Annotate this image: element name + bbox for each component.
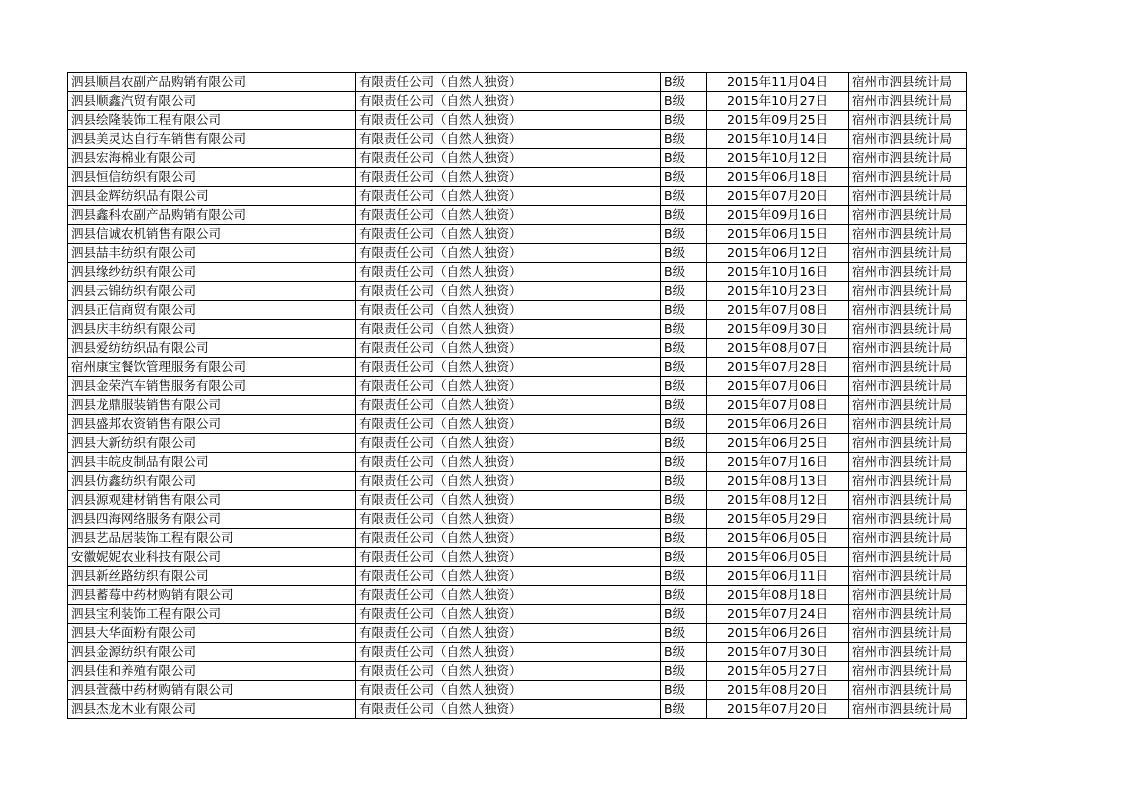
company-type-cell: 有限责任公司（自然人独资）: [356, 472, 661, 491]
rating-date-cell: 2015年07月30日: [707, 643, 849, 662]
company-name-cell: 泗县庆丰纺织有限公司: [68, 320, 356, 339]
company-name-cell: 泗县云锦纺织有限公司: [68, 282, 356, 301]
issuing-authority-cell: 宿州市泗县统计局: [849, 529, 967, 548]
table-row: [68, 510, 967, 529]
rating-date-cell: 2015年05月29日: [707, 510, 849, 529]
company-type-cell: 有限责任公司（自然人独资）: [356, 510, 661, 529]
company-type-cell: 有限责任公司（自然人独资）: [356, 282, 661, 301]
company-type-cell: 有限责任公司（自然人独资）: [356, 377, 661, 396]
credit-grade-cell: B级: [661, 548, 707, 567]
company-type-cell: 有限责任公司（自然人独资）: [356, 244, 661, 263]
rating-date-cell: 2015年06月26日: [707, 624, 849, 643]
credit-grade-cell: B级: [661, 453, 707, 472]
company-type-cell: 有限责任公司（自然人独资）: [356, 624, 661, 643]
company-type-cell: 有限责任公司（自然人独资）: [356, 700, 661, 719]
table-row: [68, 263, 967, 282]
company-name-cell: 泗县丰皖皮制品有限公司: [68, 453, 356, 472]
issuing-authority-cell: 宿州市泗县统计局: [849, 491, 967, 510]
company-type-cell: 有限责任公司（自然人独资）: [356, 434, 661, 453]
rating-date-cell: 2015年06月18日: [707, 168, 849, 187]
credit-grade-cell: B级: [661, 206, 707, 225]
rating-date-cell: 2015年08月20日: [707, 681, 849, 700]
rating-date-cell: 2015年07月08日: [707, 396, 849, 415]
issuing-authority-cell: 宿州市泗县统计局: [849, 472, 967, 491]
table-row: [68, 149, 967, 168]
credit-grade-cell: B级: [661, 225, 707, 244]
issuing-authority-cell: 宿州市泗县统计局: [849, 282, 967, 301]
company-type-cell: 有限责任公司（自然人独资）: [356, 225, 661, 244]
company-type-cell: 有限责任公司（自然人独资）: [356, 187, 661, 206]
rating-date-cell: 2015年07月08日: [707, 301, 849, 320]
company-name-cell: 泗县艺品居装饰工程有限公司: [68, 529, 356, 548]
table-row: [68, 377, 967, 396]
credit-grade-cell: B级: [661, 263, 707, 282]
credit-grade-cell: B级: [661, 187, 707, 206]
company-type-cell: 有限责任公司（自然人独资）: [356, 149, 661, 168]
credit-grade-cell: B级: [661, 73, 707, 92]
issuing-authority-cell: 宿州市泗县统计局: [849, 358, 967, 377]
issuing-authority-cell: 宿州市泗县统计局: [849, 643, 967, 662]
rating-date-cell: 2015年06月11日: [707, 567, 849, 586]
table-row: [68, 453, 967, 472]
issuing-authority-cell: 宿州市泗县统计局: [849, 377, 967, 396]
issuing-authority-cell: 宿州市泗县统计局: [849, 225, 967, 244]
credit-grade-cell: B级: [661, 605, 707, 624]
rating-date-cell: 2015年07月20日: [707, 700, 849, 719]
company-type-cell: 有限责任公司（自然人独资）: [356, 358, 661, 377]
rating-date-cell: 2015年07月06日: [707, 377, 849, 396]
table-row: [68, 92, 967, 111]
company-type-cell: 有限责任公司（自然人独资）: [356, 415, 661, 434]
rating-date-cell: 2015年09月30日: [707, 320, 849, 339]
company-name-cell: 安徽妮妮农业科技有限公司: [68, 548, 356, 567]
company-name-cell: 泗县缘纱纺织有限公司: [68, 263, 356, 282]
company-type-cell: 有限责任公司（自然人独资）: [356, 92, 661, 111]
company-type-cell: 有限责任公司（自然人独资）: [356, 529, 661, 548]
issuing-authority-cell: 宿州市泗县统计局: [849, 73, 967, 92]
table-row: [68, 111, 967, 130]
table-row: [68, 339, 967, 358]
credit-grade-cell: B级: [661, 415, 707, 434]
table-row: [68, 700, 967, 719]
credit-grade-cell: B级: [661, 529, 707, 548]
issuing-authority-cell: 宿州市泗县统计局: [849, 605, 967, 624]
issuing-authority-cell: 宿州市泗县统计局: [849, 92, 967, 111]
table-row: [68, 681, 967, 700]
credit-grade-cell: B级: [661, 662, 707, 681]
table-row: [68, 396, 967, 415]
company-name-cell: 泗县金源纺织有限公司: [68, 643, 356, 662]
credit-grade-cell: B级: [661, 643, 707, 662]
rating-date-cell: 2015年06月12日: [707, 244, 849, 263]
table-row: [68, 605, 967, 624]
issuing-authority-cell: 宿州市泗县统计局: [849, 168, 967, 187]
rating-date-cell: 2015年08月13日: [707, 472, 849, 491]
credit-grade-cell: B级: [661, 586, 707, 605]
company-name-cell: 泗县源观建材销售有限公司: [68, 491, 356, 510]
rating-date-cell: 2015年07月16日: [707, 453, 849, 472]
issuing-authority-cell: 宿州市泗县统计局: [849, 434, 967, 453]
rating-date-cell: 2015年10月27日: [707, 92, 849, 111]
company-type-cell: 有限责任公司（自然人独资）: [356, 662, 661, 681]
company-type-cell: 有限责任公司（自然人独资）: [356, 320, 661, 339]
company-type-cell: 有限责任公司（自然人独资）: [356, 567, 661, 586]
table-row: [68, 567, 967, 586]
issuing-authority-cell: 宿州市泗县统计局: [849, 244, 967, 263]
issuing-authority-cell: 宿州市泗县统计局: [849, 567, 967, 586]
credit-grade-cell: B级: [661, 491, 707, 510]
issuing-authority-cell: 宿州市泗县统计局: [849, 187, 967, 206]
table-row: [68, 244, 967, 263]
credit-grade-cell: B级: [661, 510, 707, 529]
company-name-cell: 泗县金荣汽车销售服务有限公司: [68, 377, 356, 396]
company-type-cell: 有限责任公司（自然人独资）: [356, 339, 661, 358]
rating-date-cell: 2015年08月12日: [707, 491, 849, 510]
company-type-cell: 有限责任公司（自然人独资）: [356, 605, 661, 624]
company-type-cell: 有限责任公司（自然人独资）: [356, 263, 661, 282]
rating-date-cell: 2015年10月14日: [707, 130, 849, 149]
issuing-authority-cell: 宿州市泗县统计局: [849, 320, 967, 339]
company-name-cell: 泗县爱纺纺织品有限公司: [68, 339, 356, 358]
company-name-cell: 泗县宏海棉业有限公司: [68, 149, 356, 168]
rating-date-cell: 2015年06月25日: [707, 434, 849, 453]
issuing-authority-cell: 宿州市泗县统计局: [849, 510, 967, 529]
issuing-authority-cell: 宿州市泗县统计局: [849, 149, 967, 168]
credit-grade-cell: B级: [661, 92, 707, 111]
company-type-cell: 有限责任公司（自然人独资）: [356, 130, 661, 149]
rating-date-cell: 2015年06月26日: [707, 415, 849, 434]
company-name-cell: 泗县恒信纺织有限公司: [68, 168, 356, 187]
table-row: [68, 529, 967, 548]
credit-grade-cell: B级: [661, 320, 707, 339]
company-name-cell: 泗县龙鼎服装销售有限公司: [68, 396, 356, 415]
table-row: [68, 130, 967, 149]
issuing-authority-cell: 宿州市泗县统计局: [849, 339, 967, 358]
issuing-authority-cell: 宿州市泗县统计局: [849, 700, 967, 719]
credit-grade-cell: B级: [661, 700, 707, 719]
table-row: [68, 187, 967, 206]
company-name-cell: 泗县绘隆装饰工程有限公司: [68, 111, 356, 130]
company-type-cell: 有限责任公司（自然人独资）: [356, 548, 661, 567]
table-row: [68, 548, 967, 567]
table-row: [68, 586, 967, 605]
rating-date-cell: 2015年06月05日: [707, 548, 849, 567]
table-row: [68, 168, 967, 187]
rating-date-cell: 2015年05月27日: [707, 662, 849, 681]
company-type-cell: 有限责任公司（自然人独资）: [356, 73, 661, 92]
rating-date-cell: 2015年10月23日: [707, 282, 849, 301]
credit-grade-cell: B级: [661, 244, 707, 263]
rating-date-cell: 2015年10月12日: [707, 149, 849, 168]
company-name-cell: 泗县喆丰纺织有限公司: [68, 244, 356, 263]
company-name-cell: 泗县顺昌农副产品购销有限公司: [68, 73, 356, 92]
credit-grade-cell: B级: [661, 567, 707, 586]
credit-grade-cell: B级: [661, 149, 707, 168]
company-name-cell: 泗县盛邦农资销售有限公司: [68, 415, 356, 434]
issuing-authority-cell: 宿州市泗县统计局: [849, 415, 967, 434]
table-row: [68, 472, 967, 491]
table-row: [68, 415, 967, 434]
company-type-cell: 有限责任公司（自然人独资）: [356, 491, 661, 510]
issuing-authority-cell: 宿州市泗县统计局: [849, 111, 967, 130]
company-name-cell: 泗县顺鑫汽贸有限公司: [68, 92, 356, 111]
credit-grade-cell: B级: [661, 111, 707, 130]
company-name-cell: 泗县美灵达自行车销售有限公司: [68, 130, 356, 149]
issuing-authority-cell: 宿州市泗县统计局: [849, 586, 967, 605]
company-type-cell: 有限责任公司（自然人独资）: [356, 643, 661, 662]
company-name-cell: 泗县蓄莓中药材购销有限公司: [68, 586, 356, 605]
rating-date-cell: 2015年10月16日: [707, 263, 849, 282]
company-name-cell: 泗县萱薇中药材购销有限公司: [68, 681, 356, 700]
rating-date-cell: 2015年07月28日: [707, 358, 849, 377]
company-name-cell: 泗县大华面粉有限公司: [68, 624, 356, 643]
company-type-cell: 有限责任公司（自然人独资）: [356, 681, 661, 700]
rating-date-cell: 2015年07月24日: [707, 605, 849, 624]
company-name-cell: 泗县大新纺织有限公司: [68, 434, 356, 453]
credit-grade-cell: B级: [661, 130, 707, 149]
credit-grade-cell: B级: [661, 681, 707, 700]
issuing-authority-cell: 宿州市泗县统计局: [849, 662, 967, 681]
table-row: [68, 643, 967, 662]
rating-date-cell: 2015年09月25日: [707, 111, 849, 130]
company-name-cell: 泗县四海网络服务有限公司: [68, 510, 356, 529]
credit-grade-cell: B级: [661, 358, 707, 377]
issuing-authority-cell: 宿州市泗县统计局: [849, 263, 967, 282]
table-row: [68, 624, 967, 643]
table-row: [68, 73, 967, 92]
issuing-authority-cell: 宿州市泗县统计局: [849, 453, 967, 472]
rating-date-cell: 2015年08月18日: [707, 586, 849, 605]
company-rating-table: [67, 72, 967, 719]
rating-date-cell: 2015年07月20日: [707, 187, 849, 206]
credit-grade-cell: B级: [661, 396, 707, 415]
company-name-cell: 泗县金辉纺织品有限公司: [68, 187, 356, 206]
credit-grade-cell: B级: [661, 472, 707, 491]
company-name-cell: 宿州康宝餐饮管理服务有限公司: [68, 358, 356, 377]
company-name-cell: 泗县鑫科农副产品购销有限公司: [68, 206, 356, 225]
credit-grade-cell: B级: [661, 377, 707, 396]
company-type-cell: 有限责任公司（自然人独资）: [356, 111, 661, 130]
issuing-authority-cell: 宿州市泗县统计局: [849, 130, 967, 149]
company-name-cell: 泗县正信商贸有限公司: [68, 301, 356, 320]
credit-grade-cell: B级: [661, 301, 707, 320]
issuing-authority-cell: 宿州市泗县统计局: [849, 548, 967, 567]
issuing-authority-cell: 宿州市泗县统计局: [849, 681, 967, 700]
credit-grade-cell: B级: [661, 282, 707, 301]
company-type-cell: 有限责任公司（自然人独资）: [356, 206, 661, 225]
credit-grade-cell: B级: [661, 168, 707, 187]
rating-date-cell: 2015年08月07日: [707, 339, 849, 358]
rating-date-cell: 2015年11月04日: [707, 73, 849, 92]
table-row: [68, 206, 967, 225]
table-row: [68, 225, 967, 244]
credit-grade-cell: B级: [661, 624, 707, 643]
credit-grade-cell: B级: [661, 434, 707, 453]
table-row: [68, 320, 967, 339]
credit-grade-cell: B级: [661, 339, 707, 358]
issuing-authority-cell: 宿州市泗县统计局: [849, 624, 967, 643]
company-type-cell: 有限责任公司（自然人独资）: [356, 301, 661, 320]
table-row: [68, 282, 967, 301]
company-name-cell: 泗县杰龙木业有限公司: [68, 700, 356, 719]
table-row: [68, 301, 967, 320]
table-row: [68, 434, 967, 453]
company-type-cell: 有限责任公司（自然人独资）: [356, 453, 661, 472]
company-type-cell: 有限责任公司（自然人独资）: [356, 396, 661, 415]
table-body: [68, 73, 967, 719]
issuing-authority-cell: 宿州市泗县统计局: [849, 396, 967, 415]
rating-date-cell: 2015年06月15日: [707, 225, 849, 244]
table-row: [68, 491, 967, 510]
table-row: [68, 662, 967, 681]
company-name-cell: 泗县信诚农机销售有限公司: [68, 225, 356, 244]
company-type-cell: 有限责任公司（自然人独资）: [356, 168, 661, 187]
company-name-cell: 泗县新丝路纺织有限公司: [68, 567, 356, 586]
rating-date-cell: 2015年06月05日: [707, 529, 849, 548]
table-row: [68, 358, 967, 377]
issuing-authority-cell: 宿州市泗县统计局: [849, 206, 967, 225]
company-name-cell: 泗县佳和养殖有限公司: [68, 662, 356, 681]
company-type-cell: 有限责任公司（自然人独资）: [356, 586, 661, 605]
company-name-cell: 泗县宝利装饰工程有限公司: [68, 605, 356, 624]
company-name-cell: 泗县仿鑫纺织有限公司: [68, 472, 356, 491]
issuing-authority-cell: 宿州市泗县统计局: [849, 301, 967, 320]
rating-date-cell: 2015年09月16日: [707, 206, 849, 225]
